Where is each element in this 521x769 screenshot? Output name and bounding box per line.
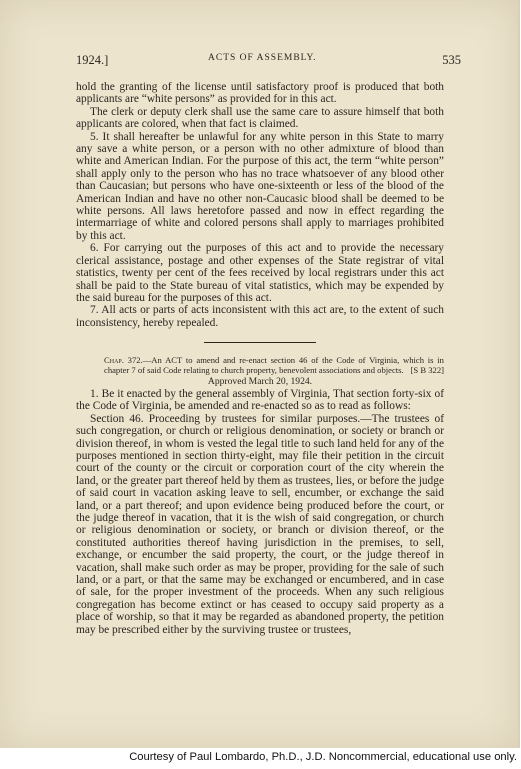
- running-header: [76, 53, 461, 69]
- section-divider: [204, 342, 316, 343]
- courtesy-credit: Courtesy of Paul Lombardo, Ph.D., J.D. Noncommercial, educational use only.: [129, 751, 517, 763]
- header-year: 1924.]: [76, 53, 109, 67]
- paragraph-license-proof: hold the granting of the license until satisfactory proof is produced that both applicants are “white persons” as provided for in this act.: [76, 81, 444, 106]
- chapter-label: Chap. 372.: [104, 355, 143, 366]
- paragraph-enactment: 1. Be it enacted by the general assembly of Virginia, That section forty-six of the Code of Virginia, be amended and re-enacted so as to read as follows:: [76, 387, 444, 413]
- page-number: 535: [442, 53, 461, 67]
- body-text: [76, 81, 444, 636]
- paragraph-section-46: Section 46. Proceeding by trustees for similar purposes.—The trustees of such congregation, or church or religious denomination, or society or branch or division thereof, in whom is vested the legal title to such land held for any of the purposes mentioned in section thirty-eight, may file their petition in the circuit court of the county or the circuit or corporation court of the city wherein the land, or the greater part thereof held by them as trustees, lies, or before the judge of said court in vacation asking leave to sell, encumber, or exchange the said land, or a part thereof; and upon evidence being produced before the court, or the judge thereof in vacation, that it is the wish of said congregation, or church or religious denomination or society, or branch or division thereof, or the constituted authorities thereof having jurisdiction in the premises, to sell, exchange, or encumber the said property, the court, or the judge thereof in vacation, shall make such order as may be proper, providing for the sale of such land, or a part, or that the same may be exchanged or encumbered, and in case of sale, for the proper investment of the proceeds. When any such religious congregation has become extinct or has ceased to occupy said property as a place of worship, so that it may be regarded as abandoned property, the petition may be prescribed either by the surviving trustee or trustees,: [76, 412, 444, 636]
- paragraph-section-5: 5. It shall hereafter be unlawful for any white person in this State to marry any save a white person, or a person with no other admixture of blood than white and American Indian. For the purpose of this act, the term “white person” shall apply only to the person who has no trace whatsoever of any blood other than Caucasian; but persons who have one-sixteenth or less of the blood of the American Indian and have no other non-Caucasic blood shall be deemed to be white persons. All laws heretofore passed and now in effect regarding the intermarriage of white and colored persons shall apply to marriages prohibited by this act.: [76, 130, 444, 242]
- paragraph-section-6: 6. For carrying out the purposes of this act and to provide the necessary clerical assistance, postage and other expenses of the State registrar of vital statistics, twenty per cent of the fees received by local registrars under this act shall be paid to the State bureau of vital statistics, which may be expended by the said bureau for the purposes of this act.: [76, 242, 444, 304]
- approved-date: Approved March 20, 1924.: [207, 375, 313, 387]
- chapter-heading: [76, 355, 444, 375]
- bill-number: [S B 322]: [410, 365, 444, 376]
- chapter-title: —An ACT to amend and re-enact section 46 of the Code of Virginia, which is in chapter 7 of said Code relating to church property, benevolent associations and objects.: [104, 355, 444, 376]
- paragraph-clerk: The clerk or deputy clerk shall use the same care to assure himself that both applicants are colored, when that fact is claimed.: [76, 105, 444, 131]
- header-title: ACTS OF ASSEMBLY.: [208, 53, 317, 63]
- paragraph-section-7: 7. All acts or parts of acts inconsistent with this act are, to the extent of such inconsistency, hereby repealed.: [76, 304, 444, 329]
